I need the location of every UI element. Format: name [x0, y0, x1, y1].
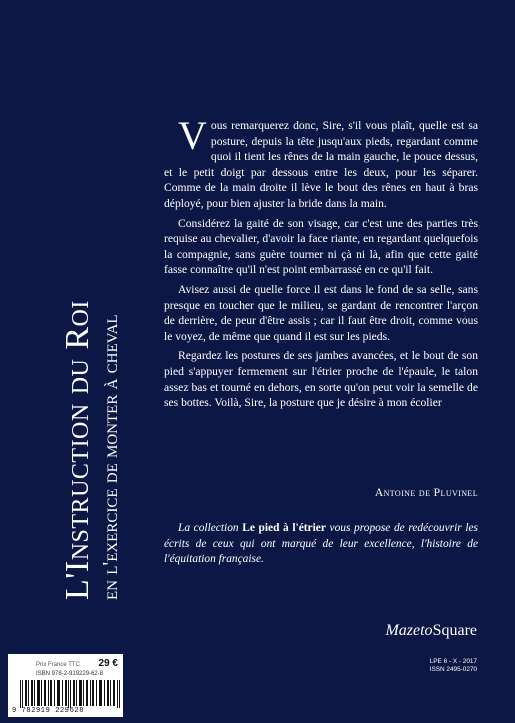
isbn-text: ISBN 978-2-919229-62-8: [36, 671, 104, 677]
barcode-number: 9 782919 229628: [12, 707, 85, 715]
excerpt-paragraph-3: Avisez aussi de quelle force il est dans le fond de sa selle, sans presque en toucher que le milieu, se gardant de rencontrer l'arçon de derrière, de peur d'être assis ; car il faut être droit, comme vous le voyez, de même que quand il est sur les pieds.: [164, 282, 478, 343]
issn-line: ISSN 2495-0270: [429, 666, 477, 673]
price-row: [36, 658, 118, 669]
drop-cap: V: [178, 113, 207, 158]
excerpt-text: [164, 113, 478, 415]
collection-blurb: La collection Le pied à l'étrier vous propose de redécouvrir les écrits de ceux qui ont marqué de leur excellence, l'histoire de l'équitation française.: [164, 522, 478, 566]
collection-name: Le pied à l'étrier: [242, 522, 326, 534]
barcode-panel: [8, 654, 123, 717]
author-name: Antoine de Pluvinel: [374, 486, 478, 499]
spine-subtitle: en l'exercice de monter à cheval: [98, 314, 122, 600]
excerpt-paragraph-2: Considérez la gaité de son visage, car c'est une des parties très requise au chevalier, d'avoir la face riante, en regardant quelquefois la compagnie, sans guère tourner ni çà ni là, afin que cette gaité fasse connaître qu'il n'est point embarrassé en ce qu'il fait.: [164, 216, 478, 277]
barcode-icon: [20, 680, 120, 708]
spine-title: L'Instruction du Roi: [59, 300, 96, 600]
excerpt-paragraph-4: Regardez les postures de ses jambes avancées, et le bout de son pied s'appuyer fermement sur l'étrier proche de l'épaule, le talon assez bas et tourné en dehors, en sorte qu'on peut voir la semelle de ses bottes. Voilà, Sire, la posture que je désire à mon écolier: [164, 349, 478, 410]
price-value: 29 €: [98, 658, 118, 669]
legal-line-1: LPE 6 - X - 2017: [429, 658, 477, 665]
price-label: Prix France TTC: [36, 662, 80, 668]
legal-info: [430, 658, 477, 674]
publisher-logo: MazetoSquare: [385, 622, 477, 639]
excerpt-paragraph-1: Vous remarquerez donc, Sire, s'il vous plaît, quelle est sa posture, depuis la tête jusqu'aux pieds, regardant comme quoi il tient les rênes de la main gauche, le pouce dessus, et le petit doigt par dessous entre les deux, pour les séparer. Comme de la main droite il lève le bout des rênes en haut à bras déployé, pour bien ajuster la bride dans la main.: [164, 113, 478, 210]
spine-title-block: [60, 300, 122, 600]
